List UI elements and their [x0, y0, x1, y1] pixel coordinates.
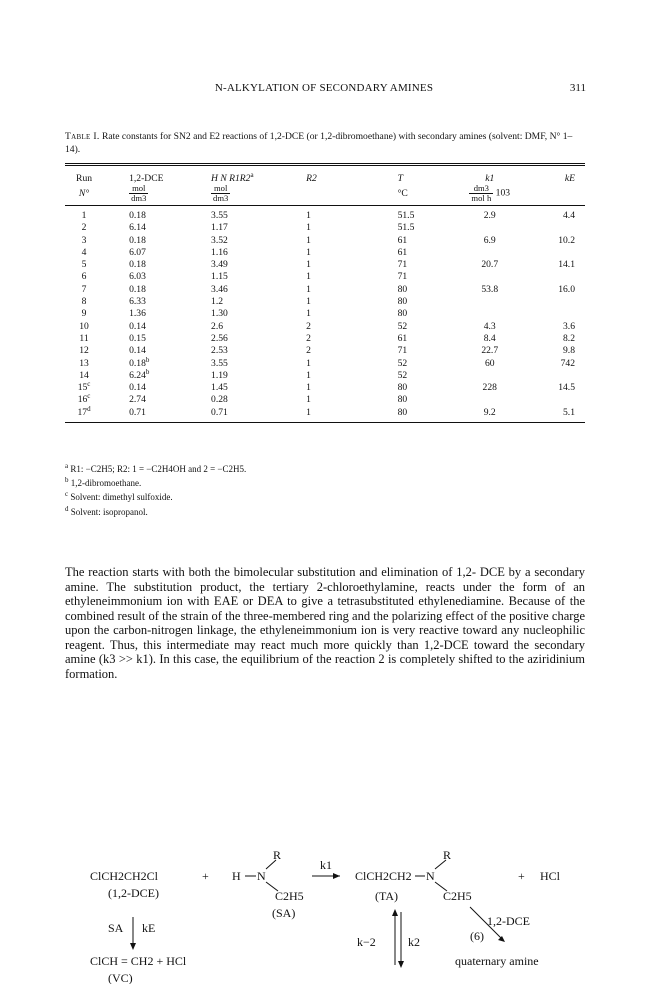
cell-run: 4 [81, 246, 87, 258]
footnote: $^d$ Solvent: isopropanol. [65, 504, 148, 517]
cell-amine: 1.2 [211, 296, 224, 308]
cell-dce: 0.14 [129, 345, 146, 357]
cell-temperature: 71 [397, 271, 408, 283]
cell-ke: 9.8 [563, 345, 575, 357]
cell-run: 8 [81, 296, 87, 308]
cell-ke [526, 295, 585, 307]
cell-dce: 0.15 [129, 332, 146, 344]
running-header [0, 82, 648, 98]
cell-temperature: 61 [397, 332, 408, 344]
cell-amine: 2.53 [211, 345, 228, 357]
table-row [65, 206, 585, 222]
cell-r2: 1 [306, 394, 311, 406]
cell-run: 17$^d$ [65, 406, 103, 423]
cell-r2: 1 [306, 369, 311, 381]
cell-ke: 16.0 [558, 283, 575, 295]
cell-run: 15$^c$ [77, 379, 91, 394]
cell-ke: 10.2 [558, 234, 575, 246]
header-amine: H N R1R2$^a$ [193, 165, 276, 185]
k1-label: k1 [320, 858, 332, 872]
cell-r2: 1 [306, 209, 311, 221]
amine-r: R [273, 848, 282, 862]
cell-dce: 0.18 [129, 259, 146, 271]
dce-label: 1,2-DCE [487, 914, 530, 928]
cell-temperature: 71 [397, 259, 408, 271]
reactant-dce-label: (1,2-DCE) [108, 886, 159, 900]
cell-amine: 1.16 [211, 246, 228, 258]
cell-k1: 53.8 [481, 283, 499, 295]
table-caption-label: Table I. [65, 131, 100, 142]
footnote: $^b$ 1,2-dibromoethane. [65, 476, 142, 489]
table-caption-text: Rate constants for SN2 and E2 reactions of 1,2-DCE (or 1,2-dibromoethane) with secondary amines (solvent: DMF, N° 1–14). [65, 131, 573, 155]
product-r: R [443, 848, 452, 862]
header-r2: R2 [276, 165, 361, 185]
cell-k1: 2.9 [483, 209, 496, 221]
table-row [65, 357, 585, 369]
hcl-product: HCl [540, 869, 561, 883]
cell-ke: 14.1 [558, 259, 575, 271]
cell-k1: 6.9 [483, 234, 496, 246]
cell-temperature: 52 [397, 357, 408, 369]
unit-ke [526, 184, 585, 206]
k2-label: k2 [408, 935, 420, 949]
cell-run: 5 [81, 259, 87, 271]
cell-r2: 1 [306, 382, 311, 394]
cell-r2: 1 [306, 259, 311, 271]
arrow-k-minus-2-head [392, 909, 398, 916]
cell-amine: 3.55 [211, 209, 228, 221]
cell-amine: 2.6 [211, 320, 224, 332]
arrow-k2-head [398, 961, 404, 968]
table-row [65, 271, 585, 283]
cell-temperature: 61 [397, 234, 408, 246]
cell-k1 [453, 308, 526, 320]
cell-dce: 0.18 [129, 283, 146, 295]
cell-r2: 1 [306, 234, 311, 246]
cell-ke [526, 222, 585, 234]
unit-amine: $\frac{\text{mol}}{dm3}$ [193, 184, 276, 206]
cell-run: 2 [81, 222, 87, 234]
cell-amine: 3.49 [211, 259, 228, 271]
step6-label: (6) [470, 929, 484, 943]
cell-amine: 0.28 [211, 394, 228, 406]
cell-k1: 8.4 [483, 332, 496, 344]
unit-run: N° [65, 184, 103, 206]
cell-run: 10 [79, 320, 89, 332]
product-ethyl: C2H5 [443, 889, 472, 903]
plus-sign-2: + [518, 869, 525, 883]
cell-amine: 1.15 [211, 271, 228, 283]
page-number: 311 [569, 82, 586, 94]
cell-k1: 9.2 [453, 406, 526, 423]
cell-run: 7 [81, 283, 87, 295]
cell-ke [526, 394, 585, 406]
amine-n: N [257, 869, 266, 883]
product-n: N [426, 869, 435, 883]
cell-k1: 60 [484, 357, 495, 369]
cell-amine: 3.52 [211, 234, 228, 246]
table-row [65, 345, 585, 357]
table-row [65, 308, 585, 320]
cell-r2: 1 [306, 283, 311, 295]
cell-amine: 1.30 [211, 308, 228, 320]
cell-amine: 3.46 [211, 283, 228, 295]
cell-k1 [453, 295, 526, 307]
cell-dce: 0.18 [129, 209, 146, 221]
footnote: $^c$ Solvent: dimethyl sulfoxide. [65, 490, 173, 503]
arrow-step6-head [498, 936, 505, 942]
table-row [65, 320, 585, 332]
running-title: N-ALKYLATION OF SECONDARY AMINES [214, 82, 434, 94]
sa-label: SA [108, 921, 124, 935]
cell-run: 16$^c$ [77, 392, 91, 406]
table-units-row [65, 184, 585, 206]
cell-ke [526, 246, 585, 258]
cell-ke [526, 308, 585, 320]
cell-r2: 1 [306, 222, 311, 234]
cell-r2: 1 [276, 406, 361, 423]
cell-ke: 742 [560, 357, 575, 369]
cell-temperature: 52 [397, 369, 408, 381]
vc-label: (VC) [108, 971, 133, 984]
cell-r2: 2 [306, 332, 311, 344]
cell-ke: 5.1 [526, 406, 585, 423]
unit-r2 [276, 184, 361, 206]
cell-dce: 6.07 [129, 246, 146, 258]
amine-h: H [232, 869, 241, 883]
cell-r2: 1 [306, 308, 311, 320]
cell-k1: 22.7 [481, 345, 499, 357]
cell-run: 1 [81, 209, 87, 221]
unit-k1: $\frac{dm3}{\text{mol h}}$ 103 [453, 184, 526, 206]
cell-k1 [453, 271, 526, 283]
cell-k1 [453, 369, 526, 381]
arrow-elimination-head [130, 943, 136, 950]
body-paragraph: The reaction starts with both the bimolecular substitution and elimination of 1,2- DCE by a secondary amine. The substitution product, the tertiary 2-chloroethylamine, reacts under the form of an ethyleneimmonium ion with EAE or DEA to give a tetrasubstituted ethylenediamine. Because of the combined result of the strain of the three-membered ring and the polarizing effect of the positive charge upon the carbon-nitrogen linkage, the ethyleneimmonium ion is very reactive toward any nucleophilic reagent. Thus, this intermediate may react much more quickly than 1,2-DCE toward the secondary amine (k3 >> k1). In this case, the equilibrium of the reaction 2 is completely shifted to the aziridinium formation. [65, 565, 585, 681]
reaction-scheme [0, 760, 648, 984]
cell-temperature: 80 [397, 382, 408, 394]
cell-dce: 0.18$^b$ [129, 355, 150, 369]
table-row [65, 406, 585, 423]
plus-sign: + [202, 869, 209, 883]
cell-r2: 1 [306, 357, 311, 369]
cell-k1 [453, 394, 526, 406]
cell-run: 3 [81, 234, 87, 246]
arrow-k1-head [333, 873, 340, 879]
table-row [65, 295, 585, 307]
cell-ke: 8.2 [563, 332, 575, 344]
table-footnotes [65, 462, 585, 519]
cell-temperature: 80 [397, 394, 408, 406]
table-row [65, 222, 585, 234]
cell-amine: 0.71 [193, 406, 276, 423]
cell-temperature: 52 [397, 320, 408, 332]
header-run: Run [65, 165, 103, 185]
table-row [65, 381, 585, 393]
cell-run: 9 [81, 308, 87, 320]
cell-dce: 0.14 [129, 320, 146, 332]
table-row [65, 283, 585, 295]
cell-r2: 1 [306, 271, 311, 283]
cell-amine: 3.55 [211, 357, 228, 369]
cell-k1 [453, 246, 526, 258]
cell-amine: 1.17 [211, 222, 228, 234]
cell-k1: 20.7 [481, 259, 499, 271]
cell-dce: 0.14 [129, 382, 146, 394]
cell-run: 6 [81, 271, 87, 283]
cell-temperature: 61 [397, 246, 408, 258]
amine-label: (SA) [272, 906, 296, 920]
cell-temperature: 51.5 [397, 209, 415, 221]
cell-dce: 6.03 [129, 271, 146, 283]
table-row [65, 369, 585, 381]
table-caption [65, 130, 585, 156]
ke-label: kE [142, 921, 156, 935]
cell-amine: 1.19 [211, 369, 228, 381]
cell-dce: 6.33 [129, 296, 146, 308]
cell-amine: 1.45 [211, 382, 228, 394]
cell-amine: 2.56 [211, 332, 228, 344]
table-row [65, 394, 585, 406]
cell-ke [526, 369, 585, 381]
cell-dce: 6.14 [129, 222, 146, 234]
unit-temperature: °C [362, 184, 454, 206]
cell-temperature: 80 [362, 406, 454, 423]
header-k1: k1 [453, 165, 526, 185]
table-header-row [65, 165, 585, 185]
footnote: $^a$ R1: −C2H5; R2: 1 = −C2H4OH and 2 = −C2H5. [65, 462, 247, 474]
cell-temperature: 71 [397, 345, 408, 357]
cell-ke: 3.6 [563, 320, 575, 332]
table-row [65, 234, 585, 246]
cell-r2: 2 [306, 320, 311, 332]
cell-dce: 6.24$^b$ [129, 367, 150, 381]
quaternary-amine: quaternary amine [455, 954, 539, 968]
cell-temperature: 80 [397, 296, 408, 308]
header-ke: kE [526, 165, 585, 185]
cell-ke [526, 271, 585, 283]
table-row [65, 332, 585, 344]
cell-r2: 2 [306, 345, 311, 357]
product-ta: ClCH2CH2 [355, 869, 412, 883]
table-row [65, 258, 585, 270]
cell-ke: 4.4 [563, 209, 575, 221]
cell-temperature: 80 [397, 283, 408, 295]
cell-k1: 228 [482, 382, 497, 394]
cell-k1 [453, 222, 526, 234]
cell-ke: 14.5 [558, 382, 575, 394]
cell-dce: 0.71 [103, 406, 193, 423]
cell-run: 12 [79, 345, 89, 357]
cell-r2: 1 [306, 246, 311, 258]
cell-dce: 0.18 [129, 234, 146, 246]
header-dce: 1,2-DCE [103, 165, 193, 185]
product-label: (TA) [375, 889, 399, 903]
cell-dce: 2.74 [129, 394, 146, 406]
rate-constants-table [65, 163, 585, 423]
reactant-dce: ClCH2CH2Cl [90, 869, 159, 883]
amine-ethyl: C2H5 [275, 889, 304, 903]
cell-dce: 1.36 [129, 308, 146, 320]
table-row [65, 246, 585, 258]
elimination-product: ClCH = CH2 + HCl [90, 954, 187, 968]
header-temperature: T [362, 165, 454, 185]
cell-run: 11 [79, 332, 89, 344]
cell-run: 14 [79, 369, 89, 381]
cell-r2: 1 [306, 296, 311, 308]
unit-dce: $\frac{\text{mol}}{dm3}$ [103, 184, 193, 206]
cell-temperature: 80 [397, 308, 408, 320]
cell-k1: 4.3 [483, 320, 496, 332]
cell-temperature: 51.5 [397, 222, 415, 234]
cell-run: 13 [79, 357, 89, 369]
k-minus-2-label: k−2 [357, 935, 376, 949]
